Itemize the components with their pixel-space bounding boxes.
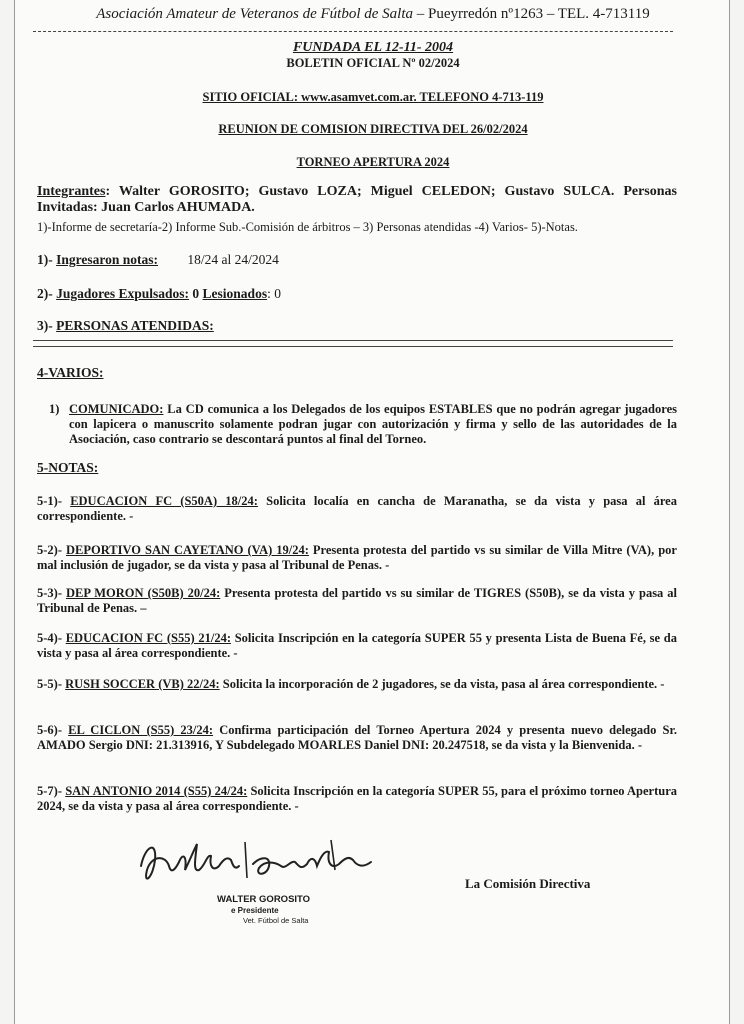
note-label: SAN ANTONIO 2014 (S55) 24/24: bbox=[65, 784, 248, 798]
note-number: 5-4)- bbox=[37, 631, 66, 645]
note-number: 5-3)- bbox=[37, 586, 66, 600]
section-2-expelled-label: Jugadores Expulsados: bbox=[56, 286, 190, 301]
note-5-7 bbox=[37, 784, 677, 814]
section-3-number: 3)- bbox=[37, 318, 53, 333]
communique-label: COMUNICADO: bbox=[69, 402, 164, 416]
note-5-2 bbox=[37, 543, 677, 573]
official-site: SITIO OFICIAL: www.asamvet.com.ar. TELEFONO 4-713-119 bbox=[202, 90, 544, 104]
section-2-injured-label: Lesionados bbox=[202, 286, 268, 301]
members-paragraph bbox=[37, 184, 677, 216]
meeting-title: REUNION DE COMISION DIRECTIVA DEL 26/02/2024 bbox=[218, 122, 528, 136]
note-5-1 bbox=[37, 494, 677, 524]
bulletin-number: BOLETIN OFICIAL Nº 02/2024 bbox=[286, 56, 460, 70]
note-number: 5-1)- bbox=[37, 494, 71, 508]
note-number: 5-5)- bbox=[37, 677, 66, 691]
section-2 bbox=[37, 286, 281, 302]
note-label: EL CICLON (S55) 23/24: bbox=[68, 723, 214, 737]
note-text: Solicita localía en cancha de Maranatha, se da vista y pasa al área correspondiente. - bbox=[37, 494, 677, 523]
section-3-rule-1 bbox=[33, 340, 673, 341]
note-text: Confirma participación del Torneo Apertura 2024 y presenta nuevo delegado Sr. AMADO Sergio DNI: 21.313916, Y Subdelegado MOARLES Daniel DNI: 20.247518, se da vista y la Bienvenida. - bbox=[37, 723, 677, 752]
section-3-rule-2 bbox=[33, 346, 673, 347]
note-label: EDUCACION FC (S55) 21/24: bbox=[65, 631, 231, 645]
section-3-label: PERSONAS ATENDIDAS: bbox=[56, 318, 214, 333]
section-5-title: 5-NOTAS: bbox=[37, 460, 99, 475]
closing-signature: La Comisión Directiva bbox=[465, 876, 591, 891]
section-1-label: Ingresaron notas: bbox=[56, 252, 159, 267]
section-2-number: 2)- bbox=[37, 286, 53, 301]
note-text: Presenta protesta del partido vs su similar de TIGRES (S50B), se da vista y pasa al Tribunal de Penas. – bbox=[37, 586, 678, 615]
signature-block bbox=[135, 826, 385, 925]
handwritten-signature bbox=[135, 826, 385, 898]
communique-paragraph bbox=[69, 402, 677, 447]
note-number: 5-2)- bbox=[37, 543, 66, 557]
section-3 bbox=[37, 318, 214, 334]
note-text: Solicita Inscripción en la categoría SUPER 55 y presenta Lista de Buena Fé, se da vista y pasa al área correspondiente. - bbox=[37, 631, 677, 660]
note-5-4 bbox=[37, 631, 677, 661]
note-number: 5-7)- bbox=[37, 784, 66, 798]
note-label: RUSH SOCCER (VB) 22/24: bbox=[65, 677, 220, 691]
members-text: : Walter GOROSITO; Gustavo LOZA; Miguel CELEDON; Gustavo SULCA. Personas Invitadas: Juan Carlos AHUMADA. bbox=[37, 184, 677, 215]
document-page bbox=[14, 0, 730, 1024]
section-1-value: 18/24 al 24/2024 bbox=[187, 252, 279, 267]
founded-date: FUNDADA EL 12-11- 2004 bbox=[292, 40, 454, 55]
association-address: – Pueyrredón nº1263 – TEL. 4-713119 bbox=[416, 6, 650, 22]
stamp-role: e Presidente bbox=[231, 906, 279, 915]
note-number: 5-6)- bbox=[37, 723, 69, 737]
section-2-expelled-value: 0 bbox=[189, 286, 203, 301]
note-label: DEP MORON (S50B) 20/24: bbox=[65, 586, 221, 600]
section-4-title: 4-VARIOS: bbox=[37, 365, 104, 380]
members-label: Integrantes bbox=[37, 184, 106, 199]
note-text: Presenta protesta del partido vs su similar de Villa Mitre (VA), por mal inclusión de jugador, se da vista y pasa al Tribunal de Penas. - bbox=[37, 543, 677, 572]
note-label: DEPORTIVO SAN CAYETANO (VA) 19/24: bbox=[66, 543, 309, 557]
note-label: EDUCACION FC (S50A) 18/24: bbox=[70, 494, 258, 508]
association-name: Asociación Amateur de Veteranos de Fútbol de Salta bbox=[96, 6, 414, 22]
agenda: 1)-Informe de secretaría-2) Informe Sub.-Comisión de árbitros – 3) Personas atendidas -4) Varios- 5)-Notas. bbox=[37, 220, 578, 234]
note-5-5 bbox=[37, 677, 677, 692]
section-1-number: 1)- bbox=[37, 252, 53, 267]
section-2-injured-value: : 0 bbox=[267, 286, 281, 301]
note-5-6 bbox=[37, 723, 677, 753]
tournament-title: TORNEO APERTURA 2024 bbox=[296, 155, 450, 169]
stamp-name: WALTER GOROSITO bbox=[217, 894, 311, 905]
note-text: Solicita Inscripción en la categoría SUPER 55, para el próximo torneo Apertura 2024, se da vista y pasa al área correspondiente. - bbox=[37, 784, 678, 813]
stamp-organization: Vet. Fútbol de Salta bbox=[243, 916, 309, 925]
section-1 bbox=[37, 252, 279, 268]
note-text: Solicita la incorporación de 2 jugadores, se da vista, pasa al área correspondiente. - bbox=[219, 677, 665, 691]
communique-number: 1) bbox=[49, 402, 60, 416]
note-5-3 bbox=[37, 586, 677, 616]
letterhead bbox=[15, 6, 731, 23]
header-divider bbox=[33, 31, 673, 32]
communique-text: La CD comunica a los Delegados de los equipos ESTABLES que no podrán agregar jugadores con lapicera o manuscrito solamente podran jugar con autorización y firma y sello de las autoridades de la Asociación, caso contrario se descontará puntos al final del Torneo. bbox=[69, 402, 677, 446]
